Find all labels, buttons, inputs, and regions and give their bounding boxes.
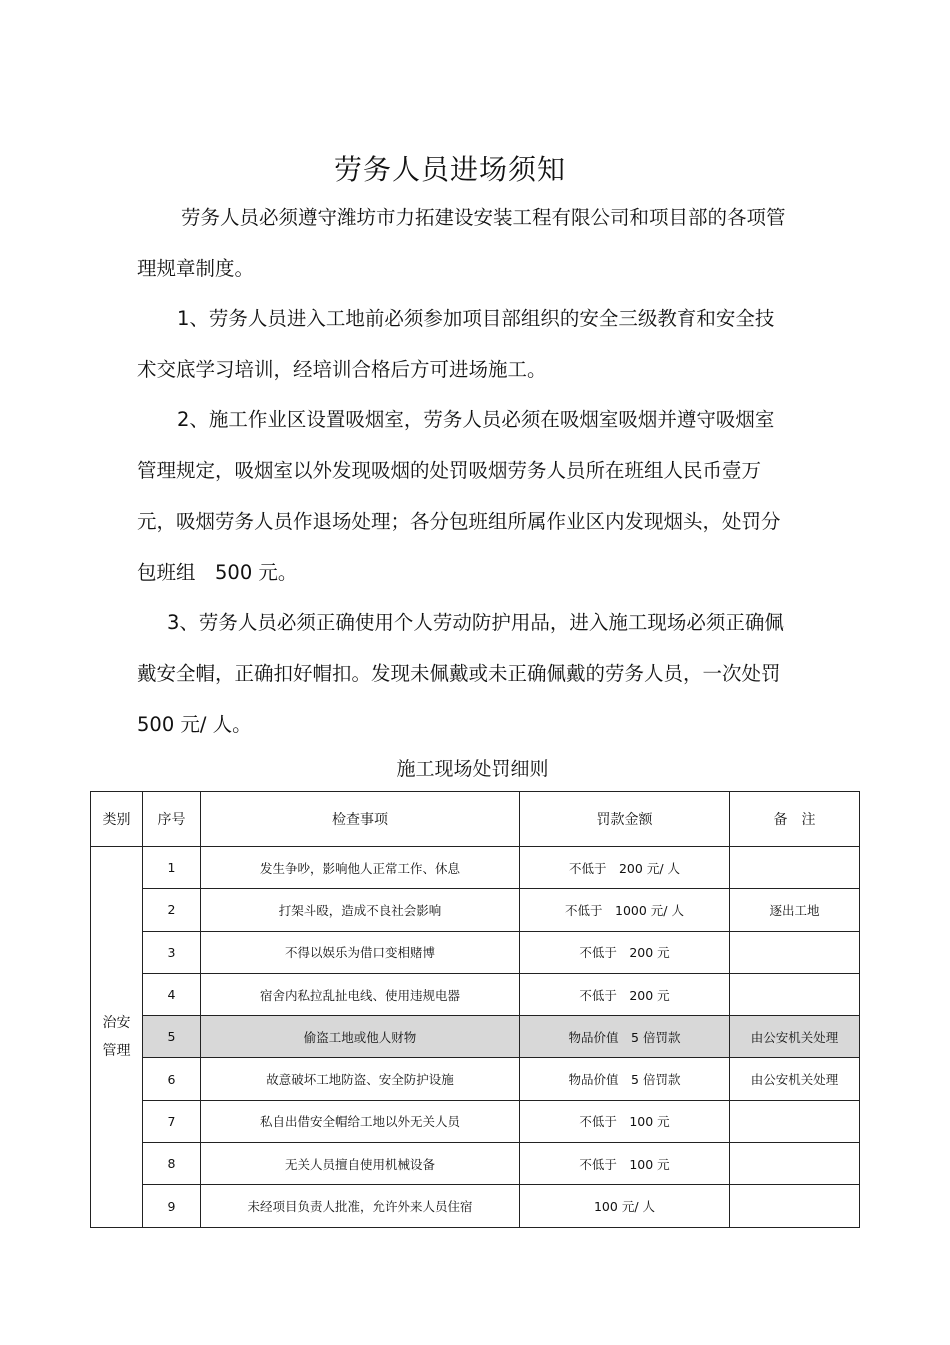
category-line-2: 管理 [102,1042,131,1059]
table-row [91,931,860,973]
category-line-1: 治安 [102,1014,131,1031]
category-cell [91,847,143,1228]
row-remark [730,1100,860,1142]
table-row [91,1185,860,1227]
header-category: 类别 [91,792,143,847]
row-fine: 不低于 100 元 [520,1100,730,1142]
row-item: 发生争吵，影响他人正常工作、休息 [201,847,520,889]
table-title: 施工现场处罚细则 [396,758,549,780]
row-item: 故意破坏工地防盗、安全防护设施 [201,1058,520,1100]
row-remark: 由公安机关处理 [730,1016,860,1058]
table-row [91,847,860,889]
row-item: 未经项目负责人批准，允许外来人员住宿 [201,1185,520,1227]
header-remark: 备 注 [730,792,860,847]
row-no: 8 [143,1143,201,1185]
row-fine: 不低于 200 元/ 人 [520,847,730,889]
row-no: 9 [143,1185,201,1227]
row-remark [730,847,860,889]
rule-3-paragraph: 3、劳务人员必须正确使用个人劳动防护用品，进入施工现场必须正确佩戴安全帽，正确扣好帽扣。发现未佩戴或未正确佩戴的劳务人员，一次处罚 500 元/ 人。 [137,611,801,736]
row-remark [730,1143,860,1185]
row-no: 1 [143,847,201,889]
row-fine: 不低于 100 元 [520,1143,730,1185]
header-no: 序号 [143,792,201,847]
table-row [91,973,860,1015]
row-fine: 不低于 200 元 [520,973,730,1015]
table-row [91,1058,860,1100]
row-no: 2 [143,889,201,931]
intro-paragraph: 劳务人员必须遵守潍坊市力拓建设安装工程有限公司和项目部的各项管理规章制度。 [137,206,786,280]
rule-1-paragraph: 1、劳务人员进入工地前必须参加项目部组织的安全三级教育和安全技术交底学习培训，经培训合格后方可进场施工。 [137,307,775,381]
row-no: 5 [143,1016,201,1058]
row-fine: 不低于 1000 元/ 人 [520,889,730,931]
header-item: 检查事项 [201,792,520,847]
row-remark [730,1185,860,1227]
table-row-highlighted [91,1016,860,1058]
row-item: 宿舍内私拉乱扯电线、使用违规电器 [201,973,520,1015]
row-fine: 不低于 200 元 [520,931,730,973]
row-no: 7 [143,1100,201,1142]
row-remark [730,973,860,1015]
table-row [91,889,860,931]
document-title: 劳务人员进场须知 [333,153,566,186]
row-remark: 逐出工地 [730,889,860,931]
row-item: 打架斗殴，造成不良社会影响 [201,889,520,931]
penalty-table [90,791,860,1228]
row-remark: 由公安机关处理 [730,1058,860,1100]
row-no: 6 [143,1058,201,1100]
row-fine: 物品价值 5 倍罚款 [520,1016,730,1058]
table-row [91,1100,860,1142]
row-fine: 100 元/ 人 [520,1185,730,1227]
header-fine: 罚款金额 [520,792,730,847]
row-item: 偷盗工地或他人财物 [201,1016,520,1058]
table-row [91,1143,860,1185]
row-fine: 物品价值 5 倍罚款 [520,1058,730,1100]
table-header-row [91,792,860,847]
row-item: 私自出借安全帽给工地以外无关人员 [201,1100,520,1142]
row-item: 无关人员擅自使用机械设备 [201,1143,520,1185]
row-no: 4 [143,973,201,1015]
row-no: 3 [143,931,201,973]
row-remark [730,931,860,973]
row-item: 不得以娱乐为借口变相赌博 [201,931,520,973]
rule-2-paragraph: 2、施工作业区设置吸烟室，劳务人员必须在吸烟室吸烟并遵守吸烟室管理规定，吸烟室以外发现吸烟的处罚吸烟劳务人员所在班组人民币壹万元，吸烟劳务人员作退场处理；各分包班组所属作业区内发现烟头，处罚分包班组 500 元。 [137,408,781,584]
